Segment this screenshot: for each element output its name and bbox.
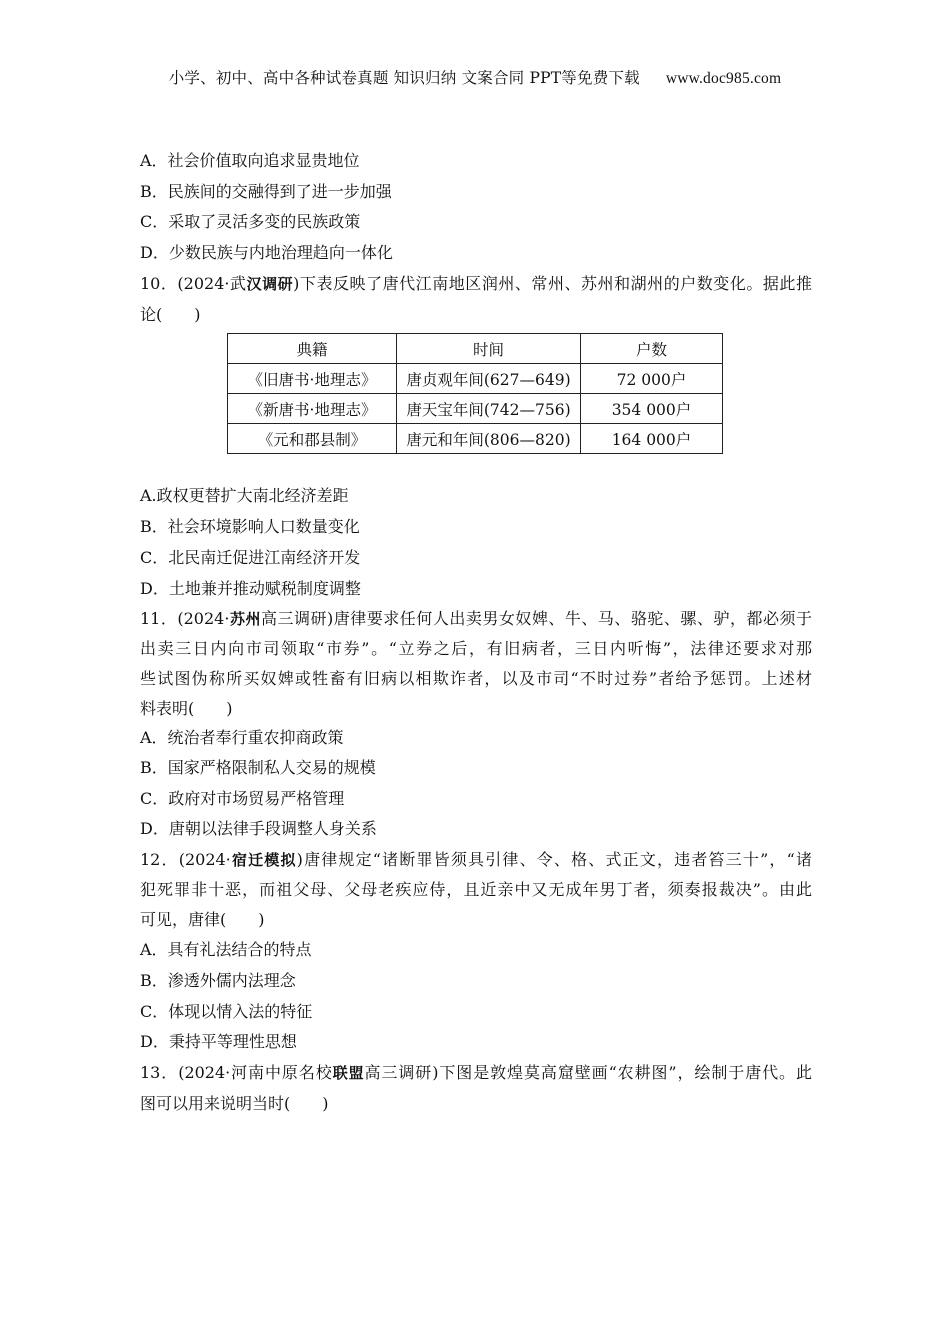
q12-stem-line-3: 可见，唐律( ) <box>140 910 265 929</box>
table-cell: 72 000户 <box>581 364 723 394</box>
q11-stem-text: )唐律要求任何人出卖男女奴婢、牛、马、骆驼、骡、驴，都必须于 <box>327 609 812 628</box>
q11-source-bold: 苏州 <box>229 610 261 628</box>
q11-option-b: B．国家严格限制私人交易的规模 <box>140 758 376 777</box>
q12-number: 12．(2024· <box>140 850 231 869</box>
q12-option-d: D．秉持平等理性思想 <box>140 1032 297 1051</box>
table-row <box>228 424 723 454</box>
q12-source: 宿迁模拟 <box>230 851 297 869</box>
q9-option-c: C．采取了灵活多变的民族政策 <box>140 212 361 231</box>
q13-stem-line-1 <box>140 1063 812 1083</box>
table-row <box>228 394 723 424</box>
table-cell: 唐天宝年间(742—756) <box>397 394 581 424</box>
q10-stem-text: )下表反映了唐代江南地区润州、常州、苏州和湖州的户数变化。据此推 <box>293 274 812 293</box>
table-cell: 唐元和年间(806—820) <box>397 424 581 454</box>
q11-option-d: D．唐朝以法律手段调整人身关系 <box>140 819 377 838</box>
table-cell: 354 000户 <box>581 394 723 424</box>
q12-stem-line-2: 犯死罪非十恶，而祖父母、父母老疾应侍，且近亲中又无成年男丁者，须奏报裁决”。由此 <box>140 880 812 899</box>
q11-stem-line-3: 些试图伪称所买奴婢或牲畜有旧病以相欺诈者，以及市司“不时过券”者给予惩罚。上述材 <box>140 669 812 688</box>
q13-source-bold: 联盟 <box>332 1064 365 1082</box>
table-header-cell: 户数 <box>581 334 723 364</box>
header-site[interactable]: www.doc985.com <box>665 70 782 87</box>
q11-stem-line-1 <box>140 609 812 629</box>
q12-stem-line-1 <box>140 850 812 870</box>
q10-source: 汉调研 <box>246 275 294 293</box>
household-table <box>227 333 723 454</box>
q11-source-rest: 高三调研 <box>260 609 328 628</box>
q9-option-b: B．民族间的交融得到了进一步加强 <box>140 182 392 201</box>
q11-number: 11．(2024· <box>140 609 230 628</box>
q13-stem-line-2: 图可以用来说明当时( ) <box>140 1094 329 1113</box>
q11-option-a: A．统治者奉行重农抑商政策 <box>140 728 344 747</box>
table-cell: 《元和郡县制》 <box>228 424 397 454</box>
q10-option-a: A.政权更替扩大南北经济差距 <box>140 486 349 505</box>
table-row <box>228 364 723 394</box>
q11-stem-line-4: 料表明( ) <box>140 699 233 718</box>
q10-number: 10．(2024·武 <box>140 274 247 293</box>
q11-stem-line-2: 出卖三日内向市司领取“市券”。“立券之后，有旧病者，三日内听悔”，法律还要求对那 <box>140 639 812 658</box>
q13-number: 13．(2024·河南中原名校 <box>140 1063 333 1082</box>
table-cell: 164 000户 <box>581 424 723 454</box>
table-header-row <box>228 334 723 364</box>
table-cell: 《旧唐书·地理志》 <box>228 364 397 394</box>
header-text: 小学、初中、高中各种试卷真题 知识归纳 文案合同 PPT等免费下载 <box>168 69 640 87</box>
q10-stem-line-1 <box>140 274 812 294</box>
q10-option-b: B．社会环境影响人口数量变化 <box>140 517 360 536</box>
q13-source-rest: 高三调研 <box>364 1063 433 1082</box>
q12-option-a: A．具有礼法结合的特点 <box>140 940 312 959</box>
q12-stem-text: )唐律规定“诸断罪皆须具引律、令、格、式正文，违者笞三十”，“诸 <box>296 850 812 869</box>
table-cell: 唐贞观年间(627—649) <box>397 364 581 394</box>
q10-option-c: C．北民南迁促进江南经济开发 <box>140 548 361 567</box>
page-header <box>0 66 950 88</box>
q11-option-c: C．政府对市场贸易严格管理 <box>140 789 345 808</box>
table-header-cell: 时间 <box>397 334 581 364</box>
table-header-cell: 典籍 <box>228 334 397 364</box>
table-cell: 《新唐书·地理志》 <box>228 394 397 424</box>
q9-option-a: A．社会价值取向追求显贵地位 <box>140 151 360 170</box>
q9-option-d: D．少数民族与内地治理趋向一体化 <box>140 243 393 262</box>
q10-stem-line-2: 论( ) <box>140 305 201 324</box>
q10-option-d: D．土地兼并推动赋税制度调整 <box>140 579 361 598</box>
q12-option-b: B．渗透外儒内法理念 <box>140 971 296 990</box>
q12-option-c: C．体现以情入法的特征 <box>140 1002 313 1021</box>
q13-stem-text: )下图是敦煌莫高窟壁画“农耕图”，绘制于唐代。此 <box>432 1063 812 1082</box>
